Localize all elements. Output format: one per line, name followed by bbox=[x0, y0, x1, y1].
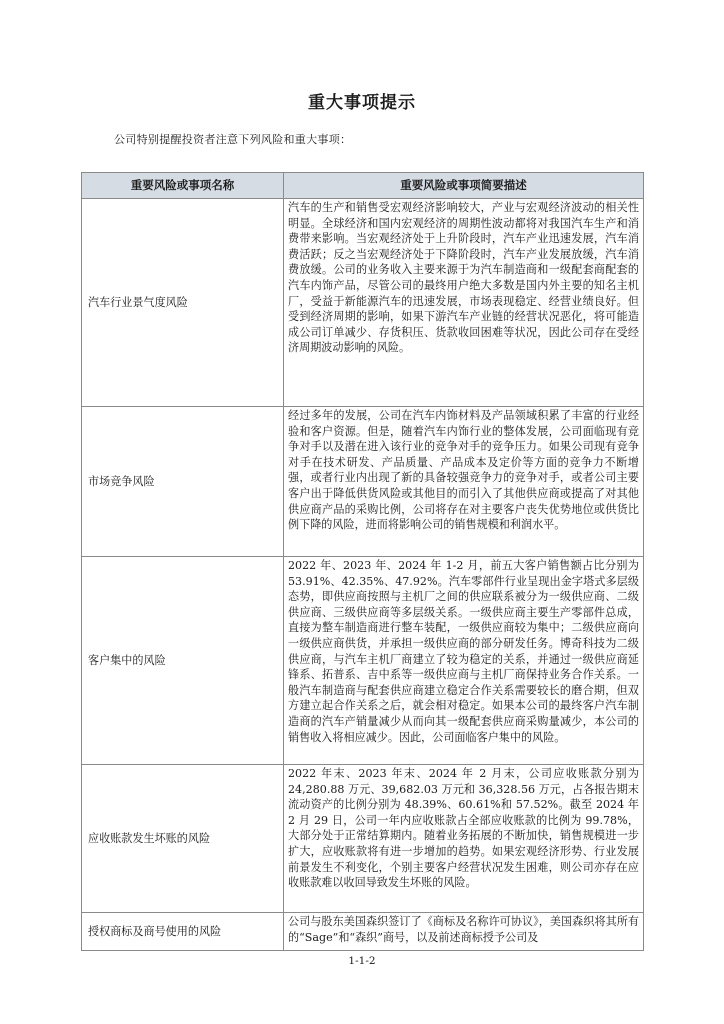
risk-name-cell: 应收账款发生坏账的风险 bbox=[82, 765, 284, 913]
risk-table bbox=[81, 172, 644, 951]
table-header-row bbox=[82, 173, 644, 199]
table-row bbox=[82, 199, 644, 407]
table-row bbox=[82, 407, 644, 557]
risk-description-cell: 2022 年、2023 年、2024 年 1-2 月，前五大客户销售额占比分别为 53.91%、42.35%、47.92%。汽车零部件行业呈现出金字塔式多层级态势，即供应商按照与主机厂之间的供应联系被分为一级供应商、二级供应商、三级供应商等多层级关系。一级供应商主要生产零部件总成，直接为整车制造商进行整车装配，一级供应商较为集中；二级供应商向一级供应商供货，并承担一级供应商的部分研发任务。博奇科技为二级供应商，与汽车主机厂商建立了较为稳定的关系，并通过一级供应商延锋系、拓普系、吉中系等一级供应商与主机厂商保持业务合作关系。一般汽车制造商与配套供应商建立稳定合作关系需要较长的磨合期，但双方建立起合作关系之后，就会相对稳定。如果本公司的最终客户汽车制造商的汽车产销量减少从而向其一级配套供应商采购量减少，本公司的销售收入将相应减少。因此，公司面临客户集中的风险。 bbox=[284, 557, 644, 765]
page-number: 1-1-2 bbox=[348, 955, 376, 967]
table-row bbox=[82, 557, 644, 765]
header-risk-description: 重要风险或事项简要描述 bbox=[284, 173, 644, 199]
risk-name-cell: 汽车行业景气度风险 bbox=[82, 199, 284, 407]
risk-description-cell: 经过多年的发展，公司在汽车内饰材料及产品领域积累了丰富的行业经验和客户资源。但是，随着汽车内饰行业的整体发展，公司面临现有竞争对手以及潜在进入该行业的竞争对手的竞争压力。如果公司现有竞争对手在技术研发、产品质量、产品成本及定价等方面的竞争力不断增强，或者行业内出现了新的具备较强竞争力的竞争对手，或者公司主要客户出于降低供货风险或其他目的而引入了其他供应商或提高了对其他供应商产品的采购比例，公司将存在对主要客户丧失优势地位或供货比例下降的风险，进而将影响公司的销售规模和利润水平。 bbox=[284, 407, 644, 557]
header-risk-name: 重要风险或事项名称 bbox=[82, 173, 284, 199]
risk-description-cell: 2022 年末、2023 年末、2024 年 2 月末，公司应收账款分别为 24,280.88 万元、39,682.03 万元和 36,328.56 万元，占各报告期末流动资产的比例分别为 48.39%、60.61%和 57.52%。截至 2024 年 2 月 29 日，公司一年内应收账款占全部应收账款的比例为 99.78%，大部分处于正常结算期内。随着业务拓展的不断加快，销售规模进一步扩大，应收账款将有进一步增加的趋势。如果宏观经济形势、行业发展前景发生不利变化，个别主要客户经营状况发生困难，则公司亦存在应收账款难以收回导致发生坏账的风险。 bbox=[284, 765, 644, 913]
risk-name-cell: 客户集中的风险 bbox=[82, 557, 284, 765]
intro-text: 公司特别提醒投资者注意下列风险和重大事项： bbox=[114, 133, 352, 146]
table-row bbox=[82, 913, 644, 951]
risk-name-cell: 授权商标及商号使用的风险 bbox=[82, 913, 284, 951]
page-title: 重大事项提示 bbox=[308, 93, 416, 113]
risk-description-cell: 汽车的生产和销售受宏观经济影响较大，产业与宏观经济波动的相关性明显。全球经济和国内宏观经济的周期性波动都将对我国汽车生产和消费带来影响。当宏观经济处于上升阶段时，汽车产业迅速发展，汽车消费活跃；反之当宏观经济处于下降阶段时，汽车产业发展放缓，汽车消费放缓。公司的业务收入主要来源于为汽车制造商和一级配套商配套的汽车内饰产品，尽管公司的最终用户绝大多数是国内外主要的知名主机厂，受益于新能源汽车的迅速发展，市场表现稳定、经营业绩良好。但受到经济周期的影响，如果下游汽车产业链的经营状况恶化，将可能造成公司订单减少、存货积压、货款收回困难等状况，因此公司存在受经济周期波动影响的风险。 bbox=[284, 199, 644, 407]
risk-name-cell: 市场竞争风险 bbox=[82, 407, 284, 557]
table-row bbox=[82, 765, 644, 913]
risk-description-cell: 公司与股东美国森织签订了《商标及名称许可协议》，美国森织将其所有的“Sage”和“森织”商号，以及前述商标授予公司及 bbox=[284, 913, 644, 951]
